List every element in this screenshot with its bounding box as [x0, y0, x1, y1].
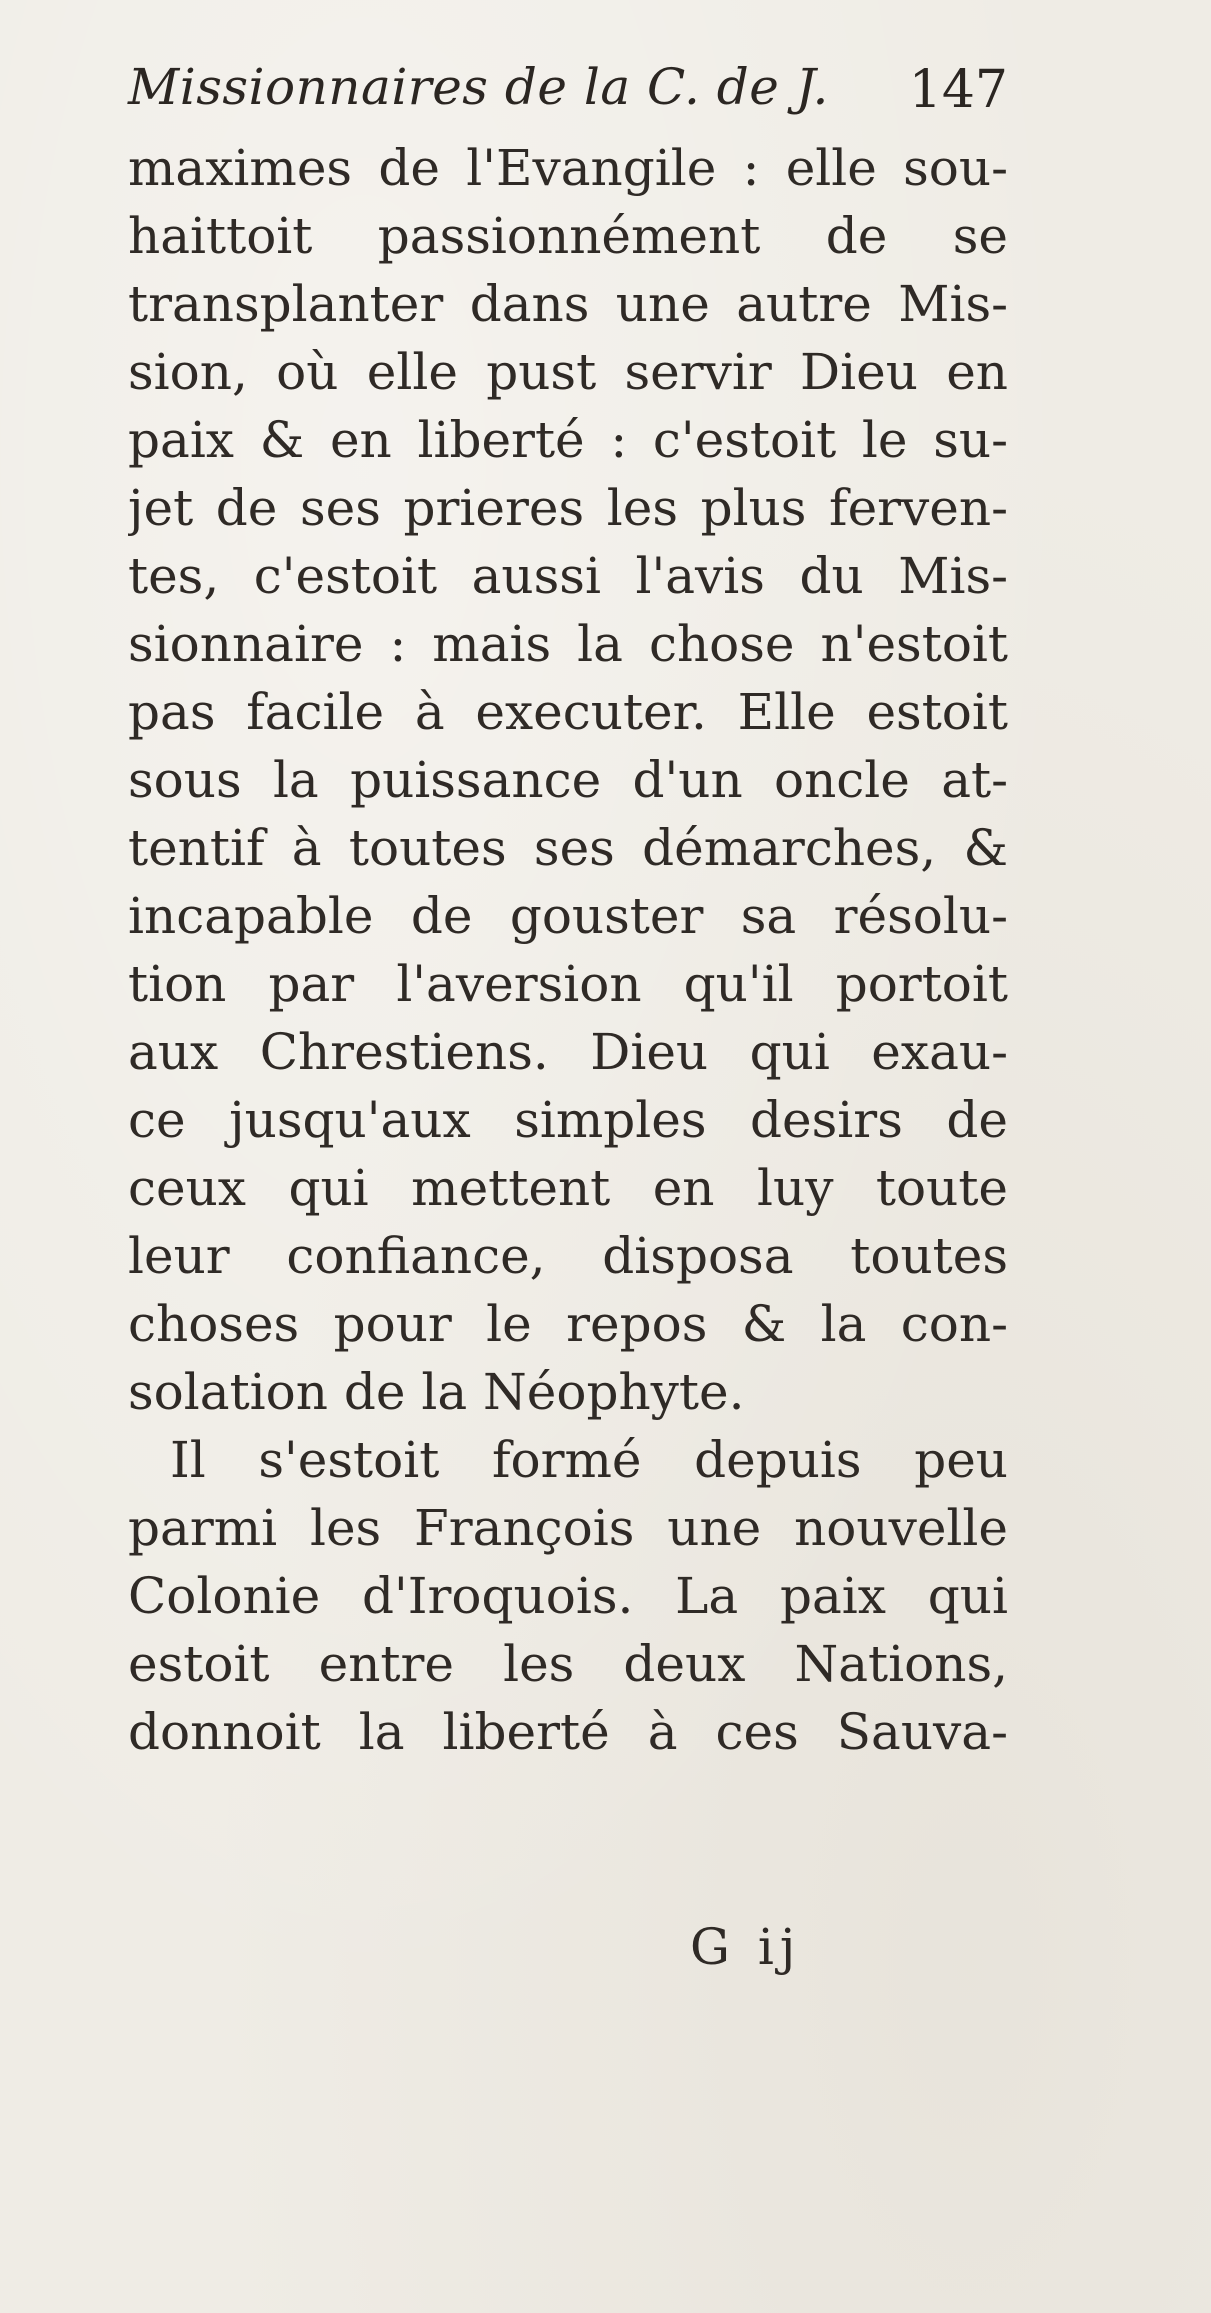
text-line: paix & en liberté : c'estoit le su- — [128, 411, 1008, 469]
text-line: tion par l'aversion qu'il portoit — [128, 955, 1008, 1013]
text-line: incapable de gouster sa résolu- — [128, 887, 1008, 945]
text-line: transplanter dans une autre Mis- — [128, 275, 1008, 333]
page-number: 147 — [908, 60, 1008, 120]
text-line: sion, où elle pust servir Dieu en — [128, 343, 1008, 401]
text-line: pas facile à executer. Elle estoit — [128, 683, 1008, 741]
running-title: Missionnaires de la C. de J. — [128, 58, 829, 116]
paragraph-end-line: solation de la Néophyte. — [128, 1363, 745, 1421]
text-line: estoit entre les deux Nations, — [128, 1635, 1008, 1693]
text-line: haittoit passionnément de se — [128, 207, 1008, 265]
text-line: Colonie d'Iroquois. La paix qui — [128, 1567, 1008, 1625]
signature-mark: G ij — [690, 1918, 802, 1976]
text-line: jet de ses prieres les plus ferven- — [128, 479, 1008, 537]
text-line: leur confiance, disposa toutes — [128, 1227, 1008, 1285]
text-line: donnoit la liberté à ces Sauva- — [128, 1703, 1008, 1761]
text-line: tentif à toutes ses démarches, & — [128, 819, 1008, 877]
text-line: tes, c'estoit aussi l'avis du Mis- — [128, 547, 1008, 605]
text-line: ce jusqu'aux simples desirs de — [128, 1091, 1008, 1149]
text-line: maximes de l'Evangile : elle sou- — [128, 139, 1008, 197]
text-line: aux Chrestiens. Dieu qui exau- — [128, 1023, 1008, 1081]
body-text — [128, 134, 1008, 1766]
text-line: choses pour le repos & la con- — [128, 1295, 1008, 1353]
text-line: sous la puissance d'un oncle at- — [128, 751, 1008, 809]
paragraph-start-line: Il s'estoit formé depuis peu — [170, 1431, 1008, 1489]
text-line: parmi les François une nouvelle — [128, 1499, 1008, 1557]
text-line: ceux qui mettent en luy toute — [128, 1159, 1008, 1217]
text-line: sionnaire : mais la chose n'estoit — [128, 615, 1008, 673]
